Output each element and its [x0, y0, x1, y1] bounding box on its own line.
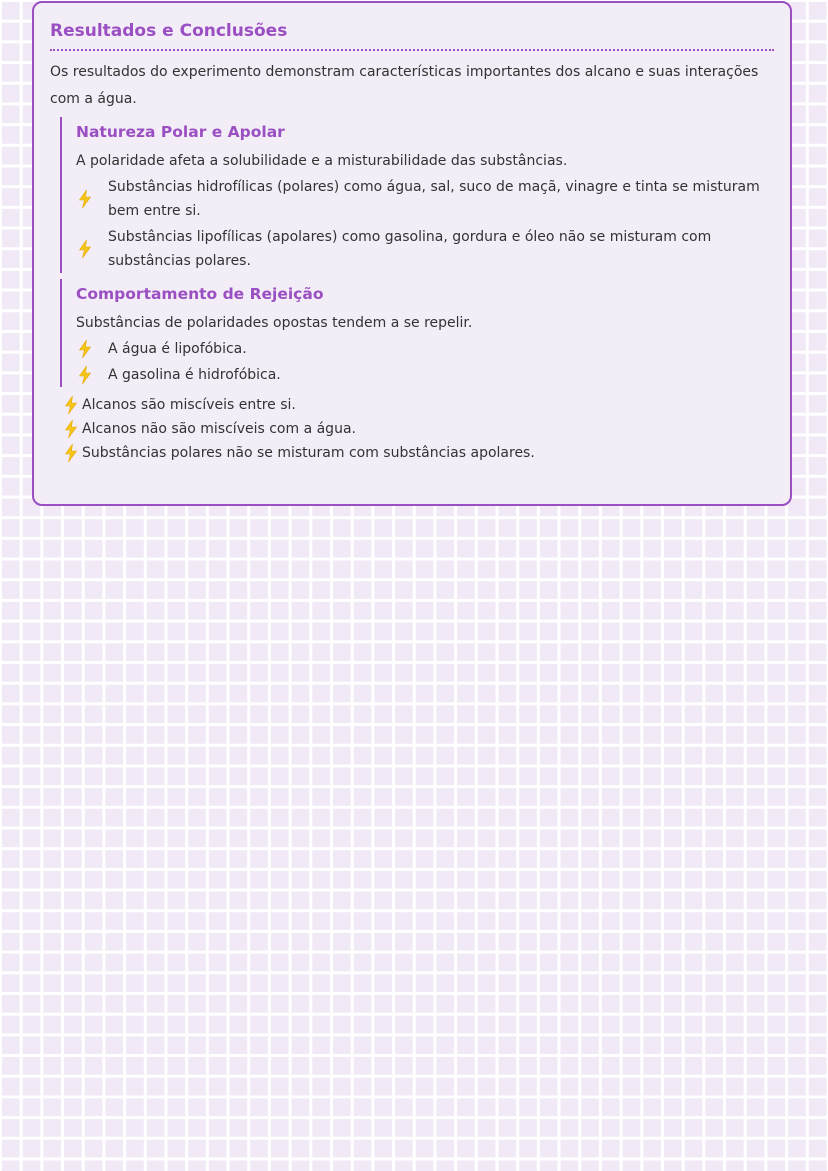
list-item	[76, 175, 774, 223]
lightning-bolt-icon	[78, 340, 92, 358]
lightning-bolt-icon	[78, 366, 92, 384]
card-title: Resultados e Conclusões	[50, 19, 774, 51]
list-item-text: Substâncias hidrofílicas (polares) como água, sal, suco de maçã, vinagre e tinta se misturam bem entre si.	[108, 179, 760, 219]
lightning-bolt-icon	[78, 240, 92, 258]
section-description: A polaridade afeta a solubilidade e a misturabilidade das substâncias.	[76, 153, 568, 169]
list-item-text: Substâncias lipofílicas (apolares) como gasolina, gordura e óleo não se misturam com substâncias polares.	[108, 229, 712, 269]
list-item	[76, 225, 774, 273]
lightning-bolt-icon	[64, 420, 78, 438]
list-item	[50, 417, 774, 441]
list-item-text: A gasolina é hidrofóbica.	[108, 367, 281, 383]
section-title: Comportamento de Rejeição	[76, 285, 324, 303]
list-item-text: Alcanos não são miscíveis com a água.	[82, 421, 356, 437]
section-description: Substâncias de polaridades opostas tendem a se repelir.	[76, 315, 473, 331]
list-item	[50, 441, 774, 465]
lightning-bolt-icon	[64, 444, 78, 462]
lightning-bolt-icon	[78, 190, 92, 208]
intro-paragraph: Os resultados do experimento demonstram características importantes dos alcano e suas interações com a água.	[50, 64, 759, 107]
section-title: Natureza Polar e Apolar	[76, 123, 285, 141]
lightning-bolt-icon	[64, 396, 78, 414]
list-item-text: Alcanos são miscíveis entre si.	[82, 397, 296, 413]
section-polar-apolar	[60, 117, 774, 273]
list-item	[76, 363, 774, 387]
list-item	[50, 393, 774, 417]
list-item-text: Substâncias polares não se misturam com substâncias apolares.	[82, 445, 535, 461]
list-item	[76, 337, 774, 361]
list-item-text: A água é lipofóbica.	[108, 341, 247, 357]
bullet-list	[76, 337, 774, 387]
conclusions-list	[50, 393, 774, 465]
bullet-list	[76, 175, 774, 273]
section-rejection-behavior	[60, 279, 774, 387]
results-card	[32, 1, 792, 506]
